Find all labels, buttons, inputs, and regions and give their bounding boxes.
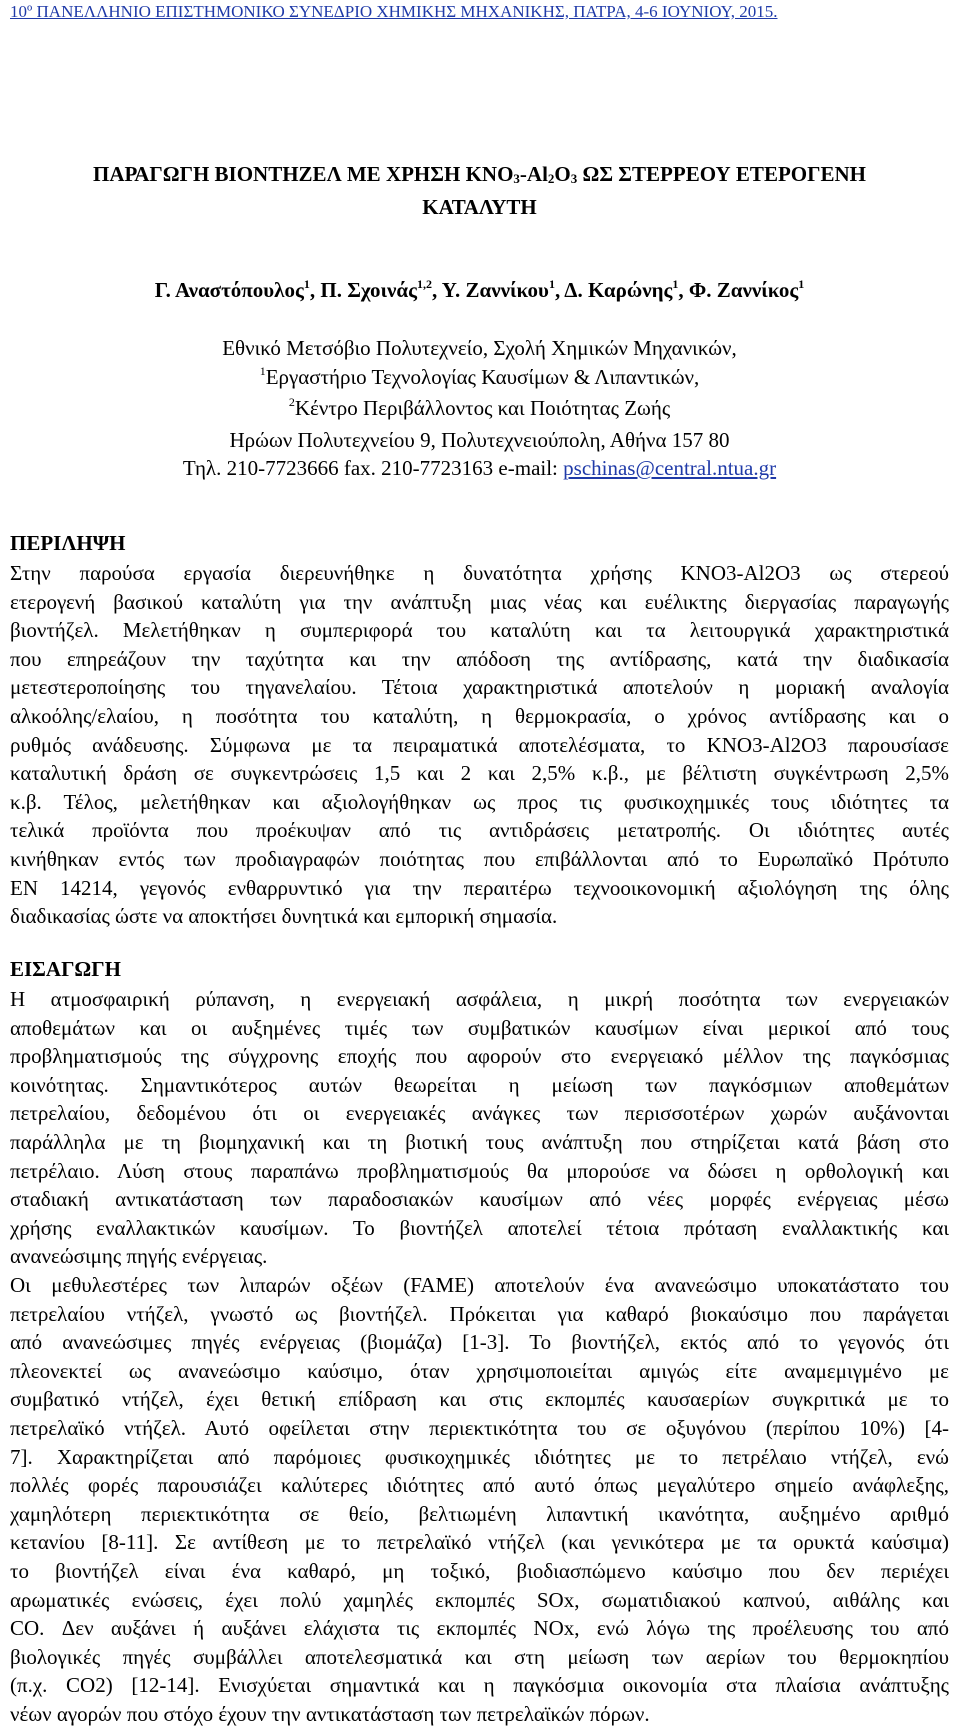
affiliation-line: $^1$Εργαστήριο Τεχνολογίας Καυσίμων & Λιπαντικών, bbox=[259, 363, 700, 389]
conference-header: 10º ΠΑΝΕΛΛΗΝΙΟ ΕΠΙΣΤΗΜΟΝΙΚΟ ΣΥΝΕΔΡΙΟ ΧΗΜΙΚΗΣ ΜΗΧΑΝΙΚΗΣ, ΠΑΤΡΑ, 4-6 ΙΟΥΝΙΟΥ, 2015. bbox=[10, 2, 778, 21]
text-line: πετρέλαιο. Λύση στους παραπάνω προβληματισμούς θα μπορούσε να δώσει η ορθολογική και bbox=[10, 1158, 949, 1183]
author: Φ. Ζαννίκος bbox=[688, 278, 799, 302]
text-line: ετερογενή βασικού καταλύτη για την ανάπτυξη μιας νέας και ευέλικτης διεργασίας παραγωγής bbox=[10, 589, 949, 614]
paper-title: ΠΑΡΑΓΩΓΗ ΒΙΟΝΤΗΖΕΛ ΜΕ ΧΡΗΣΗ $KNO_3-Al_2O_3$ ΩΣ ΣΤΕΡΡΕΟΥ ΕΤΕΡΟΓΕΝΗ ΚΑΤΑΛΥΤΗ bbox=[93, 162, 866, 219]
text-line: παράλληλα με τη βιομηχανική και τη βιοτική τους ανάπτυξη που στηρίζεται κατά βάση στο bbox=[10, 1129, 949, 1154]
text-line: πλεονεκτεί ως ανανεώσιμο καύσιμο, όταν χρησιμοποιείται αμιγώς είτε αναμεμιγμένο με bbox=[10, 1358, 949, 1383]
text-line: κινήθηκαν εντός των προδιαγραφών ποιότητας που επιβάλλονται από το Ευρωπαϊκό Πρότυπο bbox=[10, 846, 949, 871]
text-line: 7]. Χαρακτηρίζεται από παρόμοιες φυσικοχημικές ιδιότητες με το πετρέλαιο ντήζελ, ενώ bbox=[10, 1444, 949, 1469]
text-line: νέων αγορών που στόχο έχουν την αντικατάσταση των πετρελαϊκών πόρων. bbox=[10, 1701, 650, 1726]
text-line: κ.β. Τέλος, μελετήθηκαν και αξιολογήθηκαν ως προς τις φυσικοχημικές τους ιδιότητες τα bbox=[10, 789, 949, 814]
text-line: κετανίου [8-11]. Σε αντίθεση με το πετρελαϊκό ντήζελ (και γενικότερα με τα ορυκτά καύσιμα) bbox=[10, 1530, 949, 1555]
text-line: πολλές φορές παρουσιάζει καλύτερες ιδιότητες από αυτό όπως μεγαλύτερο σημείο ανάφλεξης, bbox=[10, 1473, 949, 1498]
abstract-body bbox=[10, 559, 949, 931]
text-line: αλκοόλης/ελαίου, η ποσότητα του καταλύτη, η θερμοκρασία, ο χρόνος αντίδρασης και ο bbox=[10, 703, 949, 728]
abstract-heading: ΠΕΡΙΛΗΨΗ bbox=[10, 531, 126, 555]
author: Υ. Ζαννίκου bbox=[441, 278, 549, 302]
text-line: από ανανεώσιμες πηγές ενέργειας (βιομάζα) [1-3]. Το βιοντήζελ, εκτός από το γεγονός ότι bbox=[10, 1330, 949, 1355]
text-line: CO. Δεν αυξάνει ή αυξάνει ελάχιστα τις εκπομπές NOx, ενώ λόγω της προέλευσης του από bbox=[10, 1616, 949, 1641]
text-line: διαδικασίας ώστε να αποκτήσει δυνητικά και εμπορική σημασία. bbox=[10, 904, 558, 929]
introduction-paragraph-1 bbox=[10, 985, 949, 1271]
text-line: πετρελαίου, δεδομένου ότι οι ενεργειακές ανάγκες των περισσοτέρων χωρών αυξάνονται bbox=[10, 1101, 949, 1126]
text-line: που επηρεάζουν την ταχύτητα και την απόδοση της αντίδρασης, κατά την διαδικασία bbox=[10, 646, 949, 671]
text-line: προβληματισμούς της σύγχρονης εποχής που αφορούν στο ενεργειακό μέλλον της παγκόσμιας bbox=[10, 1044, 949, 1069]
text-line: αποθεμάτων και οι αυξημένες τιμές των συμβατικών καυσίμων είναι μερικοί από τους bbox=[10, 1015, 949, 1040]
affiliation-line: $^2$Κέντρο Περιβάλλοντος και Ποιότητας Ζωής bbox=[288, 395, 671, 420]
author: Γ. Αναστόπουλος bbox=[154, 278, 304, 302]
affiliation-block bbox=[10, 334, 949, 483]
introduction-paragraph-2 bbox=[10, 1271, 949, 1729]
text-line: μετεστεροποίησης του τηγανελαίου. Τέτοια χαρακτηριστικά αποτελούν η μοριακή αναλογία bbox=[10, 675, 949, 700]
text-line: ρυθμός ανάδευσης. Σύμφωνα με τα πειραματικά αποτελέσματα, το KNO3-Al2O3 παρουσίασε bbox=[10, 732, 949, 757]
text-line: ανανεώσιμης πηγής ενέργειας. bbox=[10, 1244, 268, 1269]
author-list: Γ. Αναστόπουλος$^1$, Π. Σχοινάς$^{1,2}$, Υ. Ζαννίκου$^1$, Δ. Καρώνης$^1$, Φ. Ζαννίκος$^1$ bbox=[154, 277, 805, 302]
email-link[interactable]: pschinas@central.ntua.gr bbox=[563, 456, 777, 480]
text-line: πετρελαϊκό ντήζελ. Αυτό οφείλεται στην περιεκτικότητα του σε οξυγόνου (περίπου 10%) [4- bbox=[10, 1415, 949, 1440]
text-line: χρήσης εναλλακτικών καυσίμων. Το βιοντήζελ αποτελεί τέτοια πρόταση εναλλακτικής και bbox=[10, 1215, 949, 1240]
text-line: τελικά προϊόντα που προέκυψαν από τις αντιδράσεις μετατροπής. Οι ιδιότητες αυτές bbox=[10, 818, 949, 843]
contact-line: Τηλ. 210-7723666 fax. 210-7723163 e-mail: pschinas@central.ntua.gr bbox=[182, 456, 777, 480]
text-line: το βιοντήζελ είναι ένα καθαρό, μη τοξικό, βιοδιασπώμενο καύσιμο που δεν περιέχει bbox=[10, 1558, 949, 1583]
text-line: Στην παρούσα εργασία διερευνήθηκε η δυνατότητα χρήσης KNO3-Al2O3 ως στερεού bbox=[10, 561, 949, 585]
author: Π. Σχοινάς bbox=[320, 278, 417, 302]
text-line: Οι μεθυλεστέρες των λιπαρών οξέων (FAME) αποτελούν ένα ανανεώσιμο υποκατάστατο του bbox=[10, 1273, 949, 1297]
text-line: κοινότητας. Σημαντικότερος αυτών θεωρείται η μείωση των παγκόσμιων αποθεμάτων bbox=[10, 1072, 949, 1097]
affiliation-line: Εθνικό Μετσόβιο Πολυτεχνείο, Σχολή Χημικών Μηχανικών, bbox=[222, 336, 737, 360]
author: Δ. Καρώνης bbox=[564, 278, 673, 302]
introduction-heading: ΕΙΣΑΓΩΓΗ bbox=[10, 957, 121, 981]
text-line: (π.χ. CO2) [12-14]. Ενισχύεται σημαντικά και η παγκόσμια οικονομία στα πλαίσια ανάπτυξης bbox=[10, 1673, 949, 1698]
text-line: αρωματικές ενώσεις, έχει πολύ χαμηλές εκπομπές SOx, σωματιδιακού καπνού, αιθάλης και bbox=[10, 1587, 949, 1612]
text-line: βιοντήζελ. Μελετήθηκαν η συμπεριφορά του καταλύτη και τα λειτουργικά χαρακτηριστικά bbox=[10, 618, 949, 643]
text-line: EN 14214, γεγονός ενθαρρυντικό για την περαιτέρω τεχνοοικονομική αξιολόγηση της όλης bbox=[10, 875, 949, 900]
text-line: Η ατμοσφαιρική ρύπανση, η ενεργειακή ασφάλεια, η μικρή ποσότητα των ενεργειακών bbox=[10, 987, 949, 1011]
text-line: σταδιακή αντικατάσταση των παραδοσιακών καυσίμων από νέες μορφές ενέργειας μέσω bbox=[10, 1187, 949, 1212]
text-line: πετρελαίου ντήζελ, γνωστό ως βιοντήζελ. Πρόκειται για καθαρό βιοκαύσιμο που παράγεται bbox=[10, 1301, 949, 1326]
text-line: βιολογικές πηγές συμβάλλει αποτελεσματικά και στη μείωση των αερίων του θερμοκηπίου bbox=[10, 1644, 949, 1669]
text-line: χαμηλότερη περιεκτικότητα σε θείο, βελτιωμένη λιπαντική ικανότητα, αυξημένο αριθμό bbox=[10, 1501, 949, 1526]
text-line: συμβατικό ντήζελ, έχει θετική επίδραση και στις εκπομπές καυσαερίων συγκριτικά με το bbox=[10, 1387, 949, 1412]
text-line: καταλυτική δράση σε συγκεντρώσεις 1,5 και 2 και 2,5% κ.β., με βέλτιστη συγκέντρωση 2,5% bbox=[10, 761, 949, 786]
affiliation-line: Ηρώων Πολυτεχνείου 9, Πολυτεχνειούπολη, Αθήνα 157 80 bbox=[229, 427, 730, 452]
